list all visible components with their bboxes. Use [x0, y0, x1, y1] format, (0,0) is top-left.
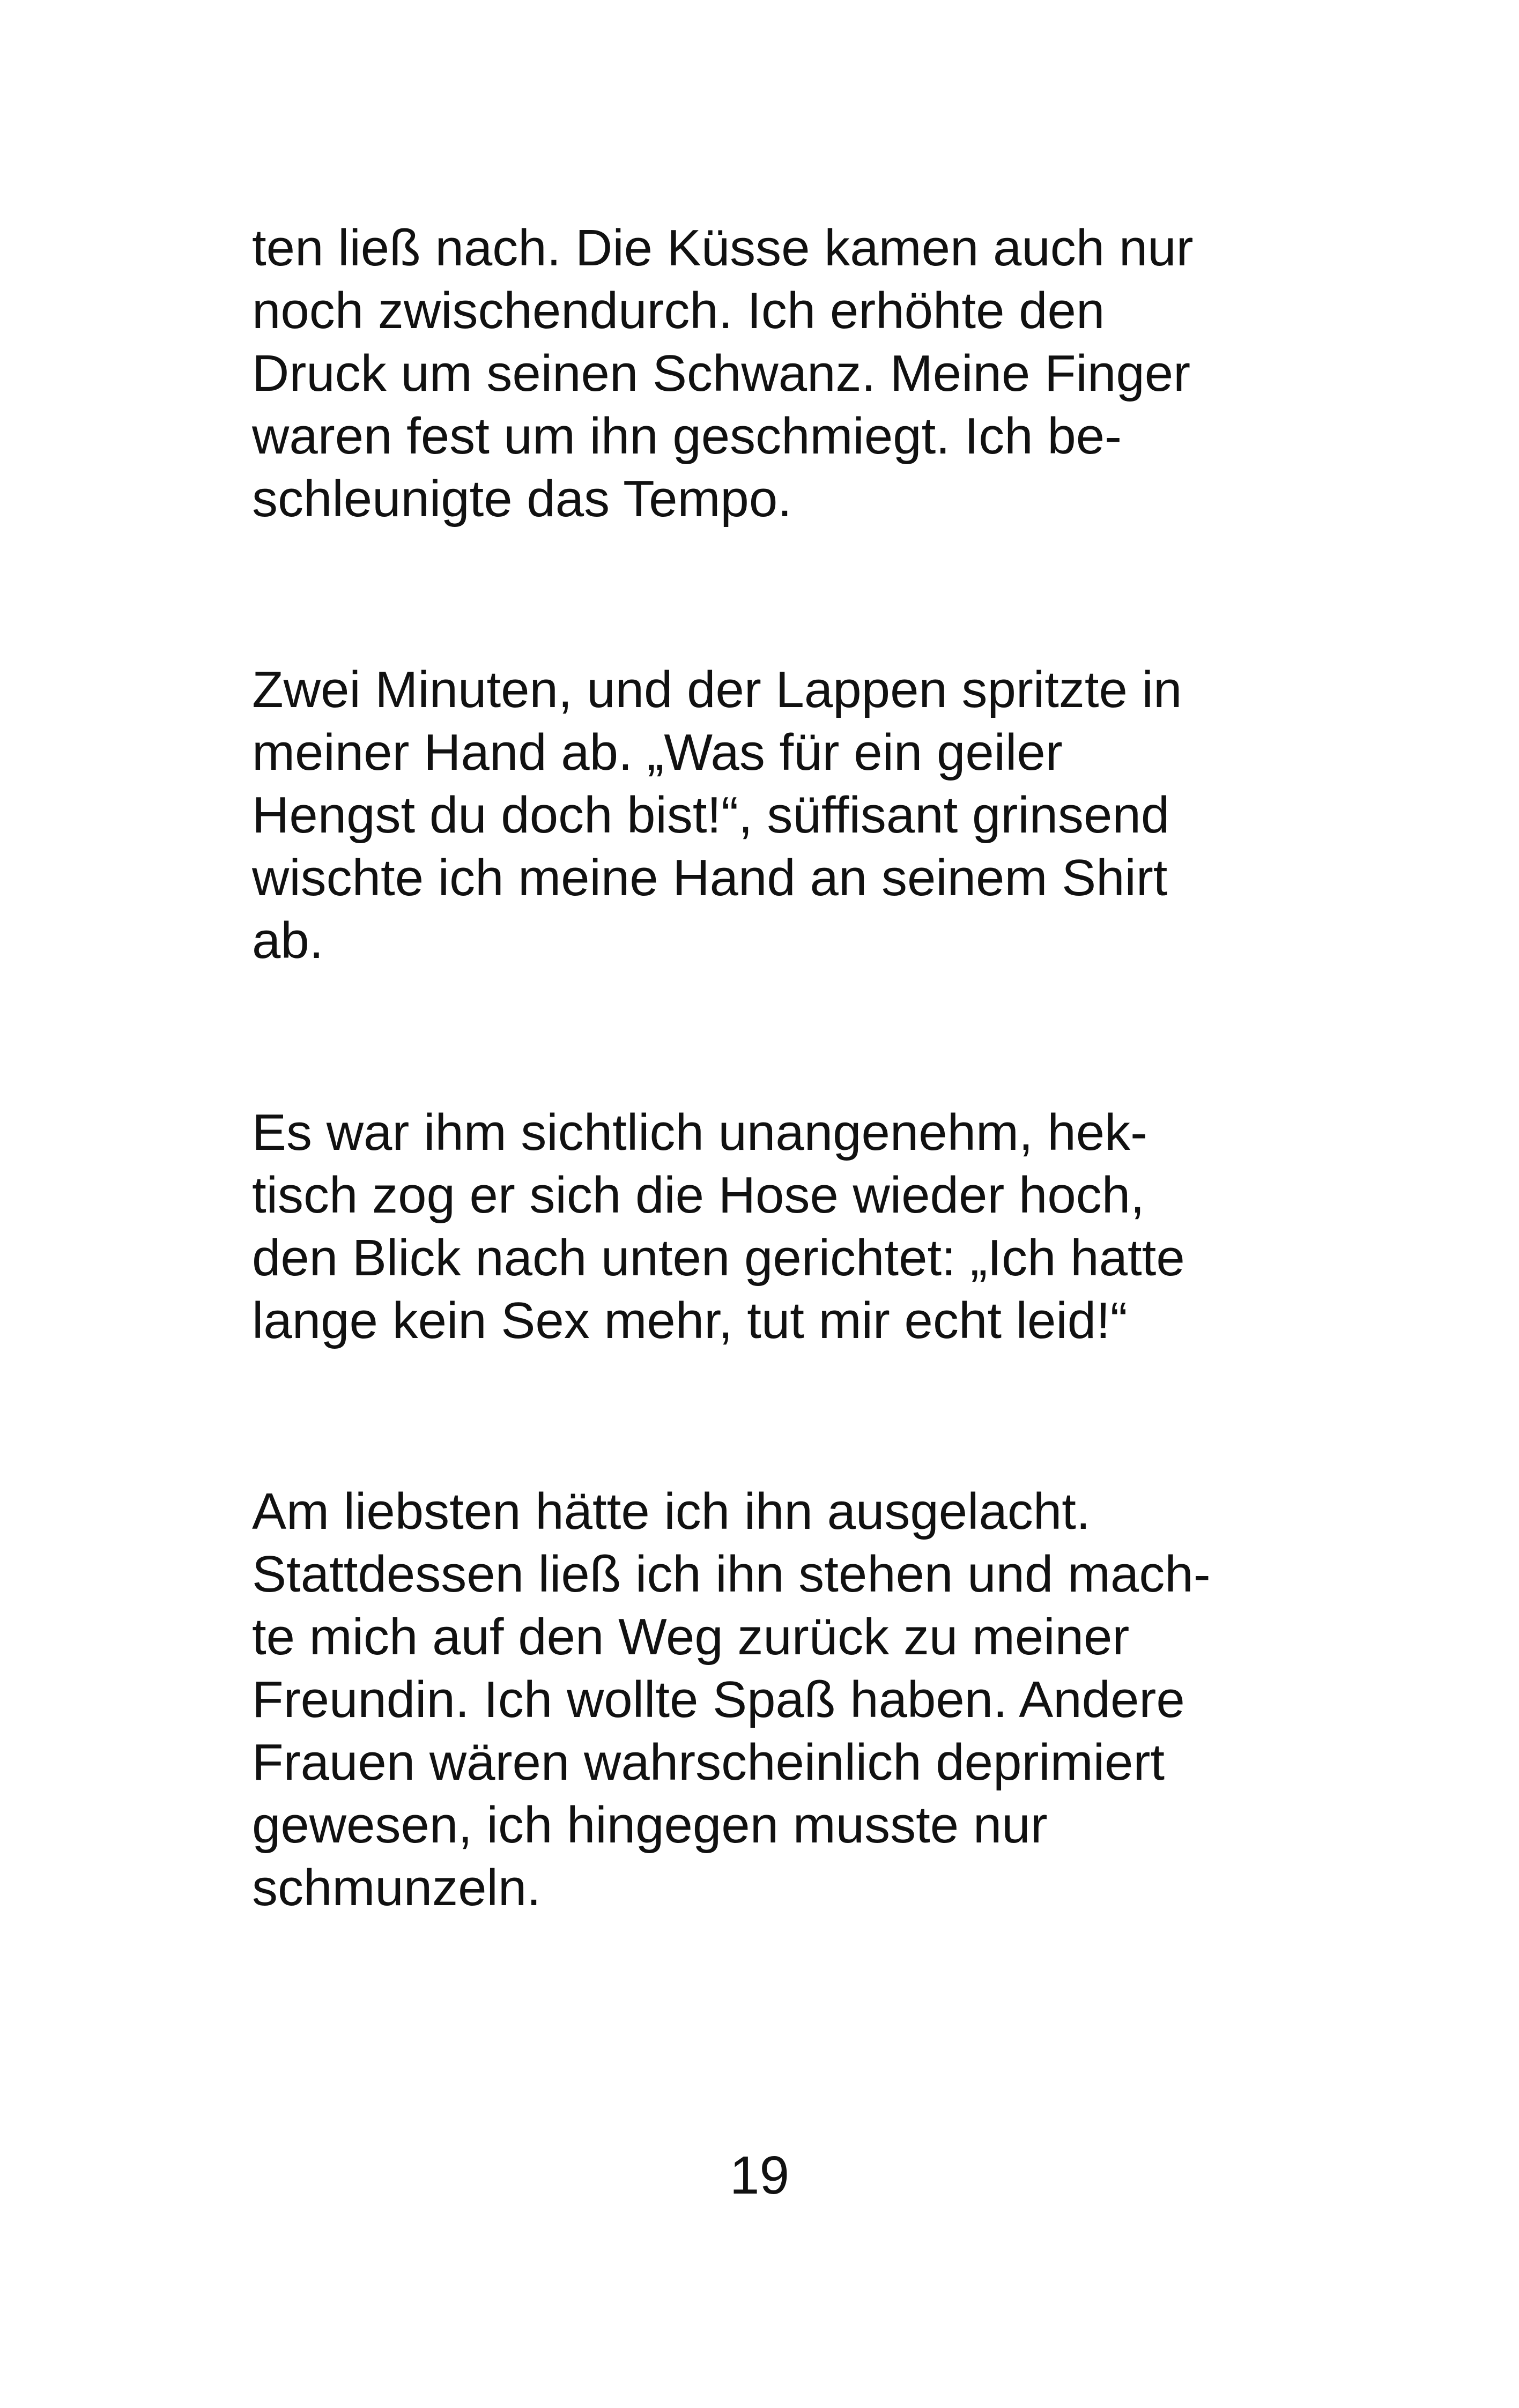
- text-line: ab.: [252, 912, 324, 969]
- text-line: noch zwischendurch. Ich erhöhte den: [252, 282, 1105, 339]
- text-line: gewesen, ich hingegen musste nur: [252, 1796, 1048, 1854]
- text-line: meiner Hand ab. „Was für ein geiler: [252, 724, 1063, 781]
- text-line: schleunigte das Tempo.: [252, 470, 792, 527]
- text-line: tisch zog er sich die Hose wieder hoch,: [252, 1166, 1145, 1224]
- text-line: Stattdessen ließ ich ihn stehen und mach-: [252, 1545, 1211, 1603]
- text-line: Hengst du doch bist!“, süffisant grinsend: [252, 786, 1170, 844]
- text-line: waren fest um ihn geschmiegt. Ich be-: [252, 407, 1122, 465]
- page-number: 19: [729, 2145, 790, 2205]
- text-line: Druck um seinen Schwanz. Meine Finger: [252, 345, 1191, 402]
- text-line: schmunzeln.: [252, 1859, 541, 1916]
- text-line: wischte ich meine Hand an seinem Shirt: [252, 849, 1168, 906]
- text-line: Zwei Minuten, und der Lappen spritzte in: [252, 661, 1182, 718]
- text-line: te mich auf den Weg zurück zu meiner: [252, 1608, 1130, 1666]
- paragraph-1: [252, 217, 1324, 530]
- text-line: Am liebsten hätte ich ihn ausgelacht.: [252, 1483, 1091, 1540]
- text-line: den Blick nach unten gerichtet: „Ich hatte: [252, 1229, 1185, 1287]
- text-line: Freundin. Ich wollte Spaß haben. Andere: [252, 1671, 1185, 1728]
- paragraph-2: [252, 658, 1324, 972]
- text-line: ten ließ nach. Die Küsse kamen auch nur: [252, 219, 1194, 277]
- paragraph-3: [252, 1101, 1324, 1352]
- text-line: Frauen wären wahrscheinlich deprimiert: [252, 1734, 1165, 1791]
- text-line: Es war ihm sichtlich unangenehm, hek-: [252, 1104, 1148, 1161]
- text-line: lange kein Sex mehr, tut mir echt leid!“: [252, 1292, 1128, 1349]
- paragraph-4: [252, 1480, 1324, 1919]
